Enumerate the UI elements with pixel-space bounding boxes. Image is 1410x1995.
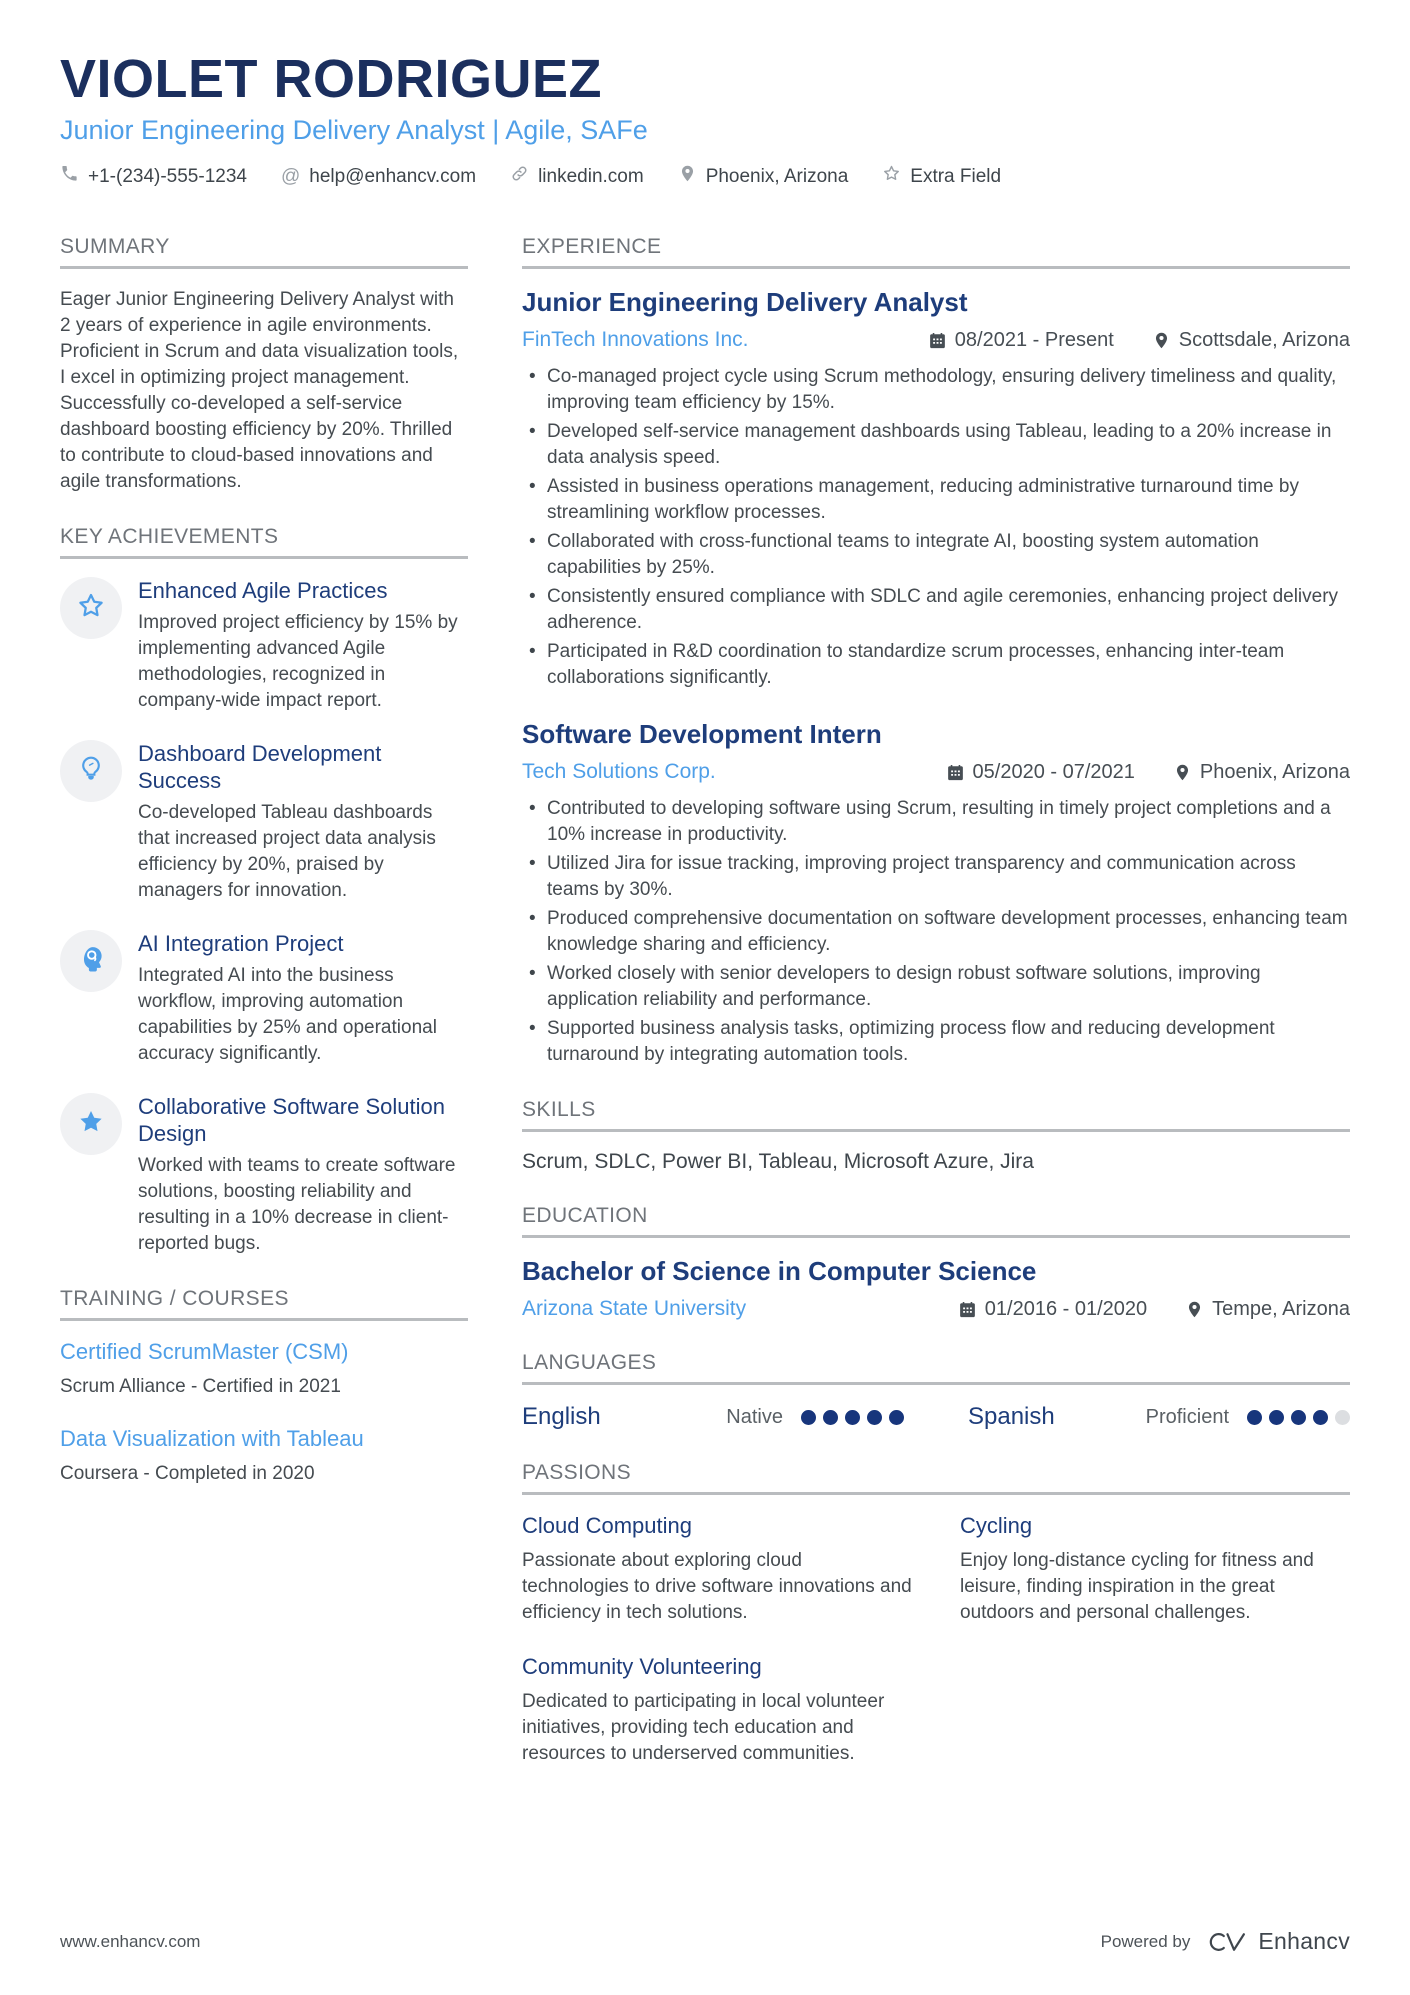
- job-bullet: • Contributed to developing software using Scrum, resulting in timely project completions and a 10% increase in productivity.: [522, 796, 1350, 848]
- key-achievements-heading: KEY ACHIEVEMENTS: [60, 525, 468, 559]
- languages-section: [522, 1351, 1350, 1431]
- passion-description: Enjoy long-distance cycling for fitness and leisure, finding inspiration in the great outdoors and personal challenges.: [960, 1550, 1314, 1624]
- job-meta-row: [522, 760, 1350, 784]
- phone-icon: [60, 164, 79, 189]
- job-title: Junior Engineering Delivery Analyst: [522, 287, 968, 318]
- contact-text: linkedin.com: [538, 165, 644, 187]
- course-title[interactable]: Certified ScrumMaster (CSM): [60, 1339, 349, 1365]
- language-level-dots: [801, 1410, 904, 1425]
- job-bullet: • Participated in R&D coordination to standardize scrum processes, enhancing inter-team collaborations significantly.: [522, 639, 1350, 691]
- person-title: Junior Engineering Delivery Analyst | Agile, SAFe: [60, 115, 648, 146]
- calendar-icon: [958, 1300, 977, 1319]
- job-date-text: 08/2021 - Present: [954, 328, 1114, 351]
- achievement-icon-circle: [60, 740, 122, 802]
- passions-section: [522, 1461, 1350, 1767]
- job-bullet: • Co-managed project cycle using Scrum methodology, ensuring delivery timeliness and quality, improving team efficiency by 15%.: [522, 364, 1350, 416]
- footer-website-link[interactable]: www.enhancv.com: [60, 1931, 201, 1951]
- achievement-icon-circle: [60, 930, 122, 992]
- level-dot: [1269, 1410, 1284, 1425]
- achievement-title: Collaborative Software Solution Design: [138, 1094, 445, 1147]
- passions-heading: PASSIONS: [522, 1461, 1350, 1495]
- passion-item: [522, 1513, 912, 1626]
- job-list: [522, 287, 1350, 1068]
- job-bullet: • Produced comprehensive documentation on software development processes, enhancing team knowledge sharing and efficiency.: [522, 906, 1350, 958]
- ai-head-icon: [76, 944, 106, 979]
- job-bullet: • Worked closely with senior developers to design robust software solutions, improving application reliability and performance.: [522, 961, 1350, 1013]
- achievement-item: [60, 1093, 468, 1257]
- job-title: Software Development Intern: [522, 719, 882, 750]
- training-heading: TRAINING / COURSES: [60, 1287, 468, 1321]
- job-bullet-list: [522, 796, 1350, 1068]
- achievement-title: Dashboard Development Success: [138, 741, 382, 794]
- level-dot: [1313, 1410, 1328, 1425]
- course-subtitle: Scrum Alliance - Certified in 2021: [60, 1376, 341, 1398]
- link-icon: [510, 164, 529, 189]
- course-title[interactable]: Data Visualization with Tableau: [60, 1426, 364, 1452]
- passion-item: [960, 1513, 1350, 1626]
- passion-title: Cloud Computing: [522, 1513, 692, 1539]
- education-date-text: 01/2016 - 01/2020: [984, 1297, 1148, 1320]
- calendar-icon: [928, 331, 947, 350]
- skills-section: [522, 1098, 1350, 1174]
- contact-item[interactable]: [678, 164, 849, 189]
- language-level-label: Native: [726, 1405, 783, 1428]
- level-dot: [1335, 1410, 1350, 1425]
- job-location: [1173, 761, 1350, 784]
- lightbulb-icon: [76, 754, 106, 789]
- star-filled-icon: [76, 1107, 106, 1142]
- achievement-icon-circle: [60, 577, 122, 639]
- job-location: [1152, 329, 1350, 352]
- star-outline-icon: [882, 164, 901, 189]
- achievement-item: [60, 930, 468, 1067]
- job-bullet-list: [522, 364, 1350, 691]
- level-dot: [867, 1410, 882, 1425]
- training-section: [60, 1287, 468, 1487]
- level-dot: [889, 1410, 904, 1425]
- achievement-list: [60, 577, 468, 1257]
- contact-row: [60, 164, 1350, 189]
- languages-heading: LANGUAGES: [522, 1351, 1350, 1385]
- achievement-item: [60, 740, 468, 904]
- language-item: [968, 1403, 1350, 1431]
- achievement-description: Co-developed Tableau dashboards that increased project data analysis efficiency by 20%, praised by managers for innovation.: [138, 802, 436, 902]
- company-name: FinTech Innovations Inc.: [522, 328, 749, 352]
- achievement-icon-circle: [60, 1093, 122, 1155]
- person-name: VIOLET RODRIGUEZ: [60, 49, 603, 109]
- job-location-text: Phoenix, Arizona: [1199, 760, 1350, 783]
- job-bullet: • Utilized Jira for issue tracking, improving project transparency and communication across teams by 30%.: [522, 851, 1350, 903]
- course-list: [60, 1339, 468, 1487]
- passion-list: [522, 1513, 1350, 1767]
- language-item: [522, 1403, 904, 1431]
- job-bullet: • Assisted in business operations management, reducing administrative turnaround time by streamlining workflow processes.: [522, 474, 1350, 526]
- level-dot: [1291, 1410, 1306, 1425]
- level-dot: [845, 1410, 860, 1425]
- calendar-icon: [946, 763, 965, 782]
- level-dot: [1247, 1410, 1262, 1425]
- contact-text: Extra Field: [910, 165, 1002, 187]
- right-column: [522, 235, 1350, 1797]
- summary-section: [60, 235, 468, 495]
- contact-text: +1-(234)-555-1234: [88, 165, 247, 187]
- job-dates: [946, 761, 1135, 784]
- job-date-text: 05/2020 - 07/2021: [972, 760, 1135, 783]
- at-icon: @: [280, 165, 301, 187]
- content-columns: [60, 235, 1350, 1908]
- language-list: [522, 1403, 1350, 1431]
- powered-by-label: Powered by: [1100, 1931, 1191, 1951]
- key-achievements-section: [60, 525, 468, 1257]
- passion-description: Dedicated to participating in local volunteer initiatives, providing tech education and resources to underserved communities.: [522, 1691, 885, 1765]
- job-bullet: • Consistently ensured compliance with SDLC and agile ceremonies, enhancing project delivery adherence.: [522, 584, 1350, 636]
- location-pin-icon: [1152, 331, 1171, 350]
- job-bullet: • Developed self-service management dashboards using Tableau, leading to a 20% increase in data analysis speed.: [522, 419, 1350, 471]
- course-subtitle: Coursera - Completed in 2020: [60, 1463, 315, 1485]
- company-name: Tech Solutions Corp.: [522, 760, 716, 784]
- language-level-label: Proficient: [1145, 1405, 1229, 1428]
- language-name: Spanish: [968, 1403, 1055, 1431]
- achievement-title: AI Integration Project: [138, 931, 344, 957]
- education-section: [522, 1204, 1350, 1321]
- level-dot: [801, 1410, 816, 1425]
- left-column: [60, 235, 468, 1517]
- education-meta-row: [522, 1297, 1350, 1321]
- page-footer: [60, 1908, 1350, 1955]
- passion-title: Cycling: [960, 1513, 1033, 1539]
- enhancv-logo-icon: [1206, 1929, 1248, 1955]
- passion-title: Community Volunteering: [522, 1654, 762, 1680]
- skills-heading: SKILLS: [522, 1098, 1350, 1132]
- enhancv-brand-link[interactable]: [1206, 1928, 1350, 1955]
- language-name: English: [522, 1403, 601, 1431]
- achievement-description: Integrated AI into the business workflow, improving automation capabilities by 25% and operational accuracy significantly.: [138, 965, 437, 1065]
- job-bullet: • Collaborated with cross-functional teams to integrate AI, boosting system automation capabilities by 25%.: [522, 529, 1350, 581]
- powered-by: [1101, 1928, 1350, 1955]
- location-pin-icon: [1173, 763, 1192, 782]
- location-pin-icon: [1185, 1300, 1204, 1319]
- job-meta-row: [522, 328, 1350, 352]
- achievement-title: Enhanced Agile Practices: [138, 578, 388, 604]
- resume-header: [60, 34, 1350, 189]
- contact-item[interactable]: [60, 164, 247, 189]
- achievement-description: Worked with teams to create software solutions, boosting reliability and resulting in a 10% decrease in client-reported bugs.: [138, 1155, 456, 1255]
- star-outline-icon: [76, 591, 106, 626]
- enhancv-brand-name: Enhancv: [1258, 1928, 1350, 1954]
- experience-heading: EXPERIENCE: [522, 235, 1350, 269]
- degree-title: Bachelor of Science in Computer Science: [522, 1256, 1037, 1287]
- achievement-item: [60, 577, 468, 714]
- job-dates: [928, 329, 1114, 352]
- school-name: Arizona State University: [522, 1297, 747, 1321]
- contact-text: Phoenix, Arizona: [705, 165, 849, 187]
- job-entry: [522, 287, 1350, 691]
- achievement-description: Improved project efficiency by 15% by implementing advanced Agile methodologies, recognized in company-wide impact report.: [138, 612, 458, 712]
- education-location-text: Tempe, Arizona: [1212, 1297, 1350, 1320]
- contact-text: help@enhancv.com: [309, 165, 477, 187]
- job-bullet: • Supported business analysis tasks, optimizing process flow and reducing development turnaround by integrating automation tools.: [522, 1016, 1350, 1068]
- education-dates: [958, 1298, 1147, 1321]
- language-level-dots: [1247, 1410, 1350, 1425]
- contact-item[interactable]: [882, 164, 1001, 189]
- course-item: [60, 1426, 468, 1487]
- summary-heading: SUMMARY: [60, 235, 468, 269]
- education-location: [1185, 1298, 1350, 1321]
- contact-item[interactable]: [281, 166, 476, 188]
- education-heading: EDUCATION: [522, 1204, 1350, 1238]
- skills-text: Scrum, SDLC, Power BI, Tableau, Microsoft Azure, Jira: [522, 1150, 1034, 1174]
- experience-section: [522, 235, 1350, 1068]
- contact-item[interactable]: [510, 164, 644, 189]
- location-pin-icon: [678, 164, 697, 189]
- job-location-text: Scottsdale, Arizona: [1178, 328, 1350, 351]
- passion-item: [522, 1654, 912, 1767]
- passion-description: Passionate about exploring cloud technologies to drive software innovations and efficiency in tech solutions.: [522, 1550, 912, 1624]
- course-item: [60, 1339, 468, 1400]
- level-dot: [823, 1410, 838, 1425]
- job-entry: [522, 719, 1350, 1068]
- summary-text: Eager Junior Engineering Delivery Analyst with 2 years of experience in agile environments. Proficient in Scrum and data visualization tools, I excel in optimizing project management. Successfully co-developed a self-service dashboard boosting efficiency by 20%. Thrilled to contribute to cloud-based innovations and agile transformations.: [60, 289, 459, 493]
